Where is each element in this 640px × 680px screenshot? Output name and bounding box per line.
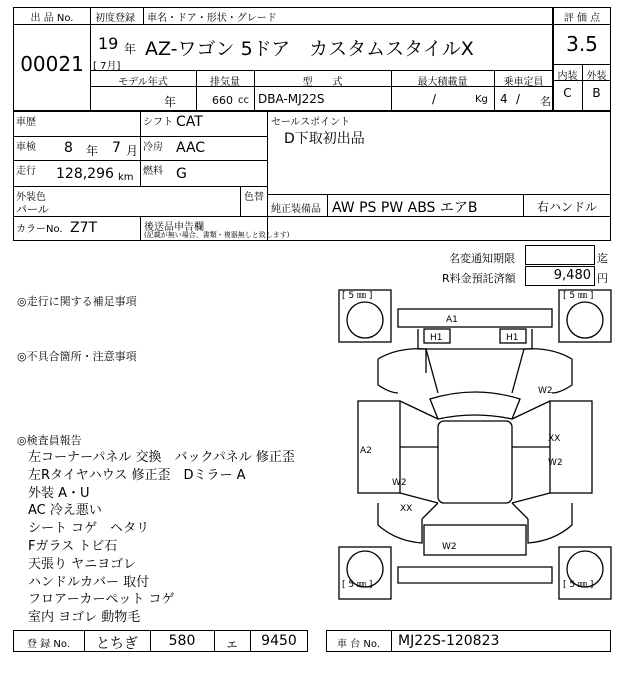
mileage-value: 128,296	[56, 166, 114, 182]
first-reg-month: [ 7月]	[93, 61, 121, 72]
inspector-line: フロアーカーペット コゲ	[28, 592, 175, 608]
tire-depth-rear-right: [ 5 ㎜ ]	[563, 580, 594, 590]
fuel-label: 燃料	[143, 166, 163, 177]
interior-grade: C	[563, 86, 572, 100]
mark-left-w2: W2	[392, 478, 407, 488]
inspector-line: 天張り ヤニヨゴレ	[28, 556, 137, 572]
mark-right-fender: W2	[538, 386, 553, 396]
mark-left-rear-xx: XX	[400, 504, 413, 514]
grade-label: 評 価 点	[563, 13, 601, 24]
mark-h1-left: H1	[430, 333, 443, 343]
first-reg-label: 初度登録	[95, 13, 135, 24]
name-change-box	[525, 245, 595, 265]
tire-depth-front-right: [ 5 ㎜ ]	[563, 291, 594, 301]
mark-roof-a1: A1	[446, 315, 458, 325]
shaken-year-unit: 年	[86, 144, 99, 158]
car-damage-diagram	[338, 289, 612, 600]
capacity-label: 乗車定員	[503, 77, 544, 88]
mark-left-a2: A2	[360, 446, 372, 456]
inspector-line: AC 冷え悪い	[28, 503, 102, 519]
sales-point-value: D下取初出品	[284, 131, 365, 147]
load-label: 最大積載量	[417, 77, 468, 88]
model-year-label: モデル年式	[118, 77, 168, 88]
registration-area: とちぎ	[96, 636, 138, 652]
inspector-line: 外装 A・U	[28, 485, 90, 501]
grade-value: 3.5	[566, 32, 598, 56]
equipment-value: AW PS PW ABS エアB	[332, 200, 478, 216]
tire-depth-rear-left: [ 5 ㎜ ]	[342, 580, 373, 590]
inspector-line: 室内 ヨゴレ 動物毛	[28, 610, 141, 626]
history-label: 車歴	[16, 117, 36, 128]
lot-label: 出 品 No.	[30, 13, 74, 24]
post-declaration-note: (記載が無い場合、書類・複器無しと致します)	[144, 231, 290, 239]
displacement-label: 排気量	[210, 77, 240, 88]
mileage-unit: km	[118, 172, 134, 183]
shift-value: CAT	[176, 114, 203, 130]
post-declaration-label: 後送品申告欄	[144, 222, 204, 233]
shaken-month-unit: 月	[126, 144, 139, 158]
shaken-month: 7	[112, 140, 121, 156]
registration-class: 580	[168, 633, 196, 649]
recycle-amount: 9,480	[553, 268, 591, 283]
color-no-label: カラーNo.	[16, 224, 63, 235]
handle-value: 右ハンドル	[536, 200, 597, 214]
mark-rear-w2: W2	[442, 542, 457, 552]
displacement-value: 660	[212, 94, 233, 107]
shaken-label: 車検	[16, 142, 36, 153]
inspector-line: シート コゲ ヘタリ	[28, 521, 150, 537]
name-change-unit: 迄	[597, 252, 608, 265]
ext-color-label: 外装色	[16, 192, 46, 203]
registration-kana: ェ	[225, 636, 239, 652]
car-name: AZ-ワゴン 5ドア カスタムスタイルX	[145, 38, 474, 60]
load-unit: Kg	[475, 94, 488, 105]
name-label: 車名・ドア・形状・グレード	[147, 13, 277, 24]
mileage-label: 走行	[16, 166, 36, 177]
name-change-label: 名変通知期限	[449, 252, 515, 265]
inspector-line: 左Rタイヤハウス 修正歪 Dミラー A	[28, 467, 246, 483]
ac-label: 冷房	[143, 142, 163, 153]
exterior-label: 外装	[586, 71, 607, 82]
displacement-unit: cc	[238, 95, 249, 106]
registration-number: 9450	[261, 633, 297, 649]
defects-label: ◎不具合箇所・注意事項	[17, 350, 137, 363]
lot-number: 00021	[20, 52, 84, 76]
registration-label: 登 録 No.	[27, 639, 70, 650]
fuel-value: G	[176, 166, 187, 182]
ext-color-value: パール	[16, 203, 49, 216]
shaken-year: 8	[64, 140, 73, 156]
mark-h1-right: H1	[506, 333, 519, 343]
shift-label: シフト	[143, 117, 173, 128]
model-code: DBA-MJ22S	[258, 92, 325, 106]
mark-right-rear-w2: W2	[548, 458, 563, 468]
inspector-line: Fガラス トビ石	[28, 539, 118, 554]
load-slash: /	[432, 92, 437, 106]
color-change-label: 色替	[244, 192, 264, 203]
tire-depth-front-left: [ 5 ㎜ ]	[342, 291, 373, 301]
color-no-value: Z7T	[70, 220, 98, 236]
driving-notes-label: ◎走行に関する補足事項	[17, 295, 137, 308]
sales-point-label: セールスポイント	[271, 117, 351, 128]
inspector-line: ハンドルカバー 取付	[28, 574, 150, 590]
equipment-label: 純正装備品	[271, 204, 321, 215]
first-reg-year-unit: 年	[124, 42, 137, 56]
inspector-line: 左コーナーパネル 交換 バックパネル 修正歪	[28, 450, 295, 465]
first-reg-year: 19	[98, 34, 119, 53]
type-label: 型 式	[302, 77, 343, 88]
chassis-number: MJ22S-120823	[398, 633, 500, 649]
model-year-unit: 年	[164, 95, 177, 109]
capacity-slash: /	[516, 92, 521, 106]
recycle-unit: 円	[597, 272, 608, 285]
chassis-label: 車 台 No.	[337, 639, 380, 650]
inspector-label: ◎検査員報告	[17, 434, 82, 447]
mark-right-door-xx: XX	[548, 434, 561, 444]
ac-value: AAC	[176, 140, 206, 156]
capacity-value: 4	[500, 92, 508, 106]
recycle-label: R料金預託済額	[442, 272, 516, 285]
interior-label: 内装	[557, 71, 578, 82]
exterior-grade: B	[592, 86, 601, 100]
capacity-unit: 名	[540, 95, 551, 108]
